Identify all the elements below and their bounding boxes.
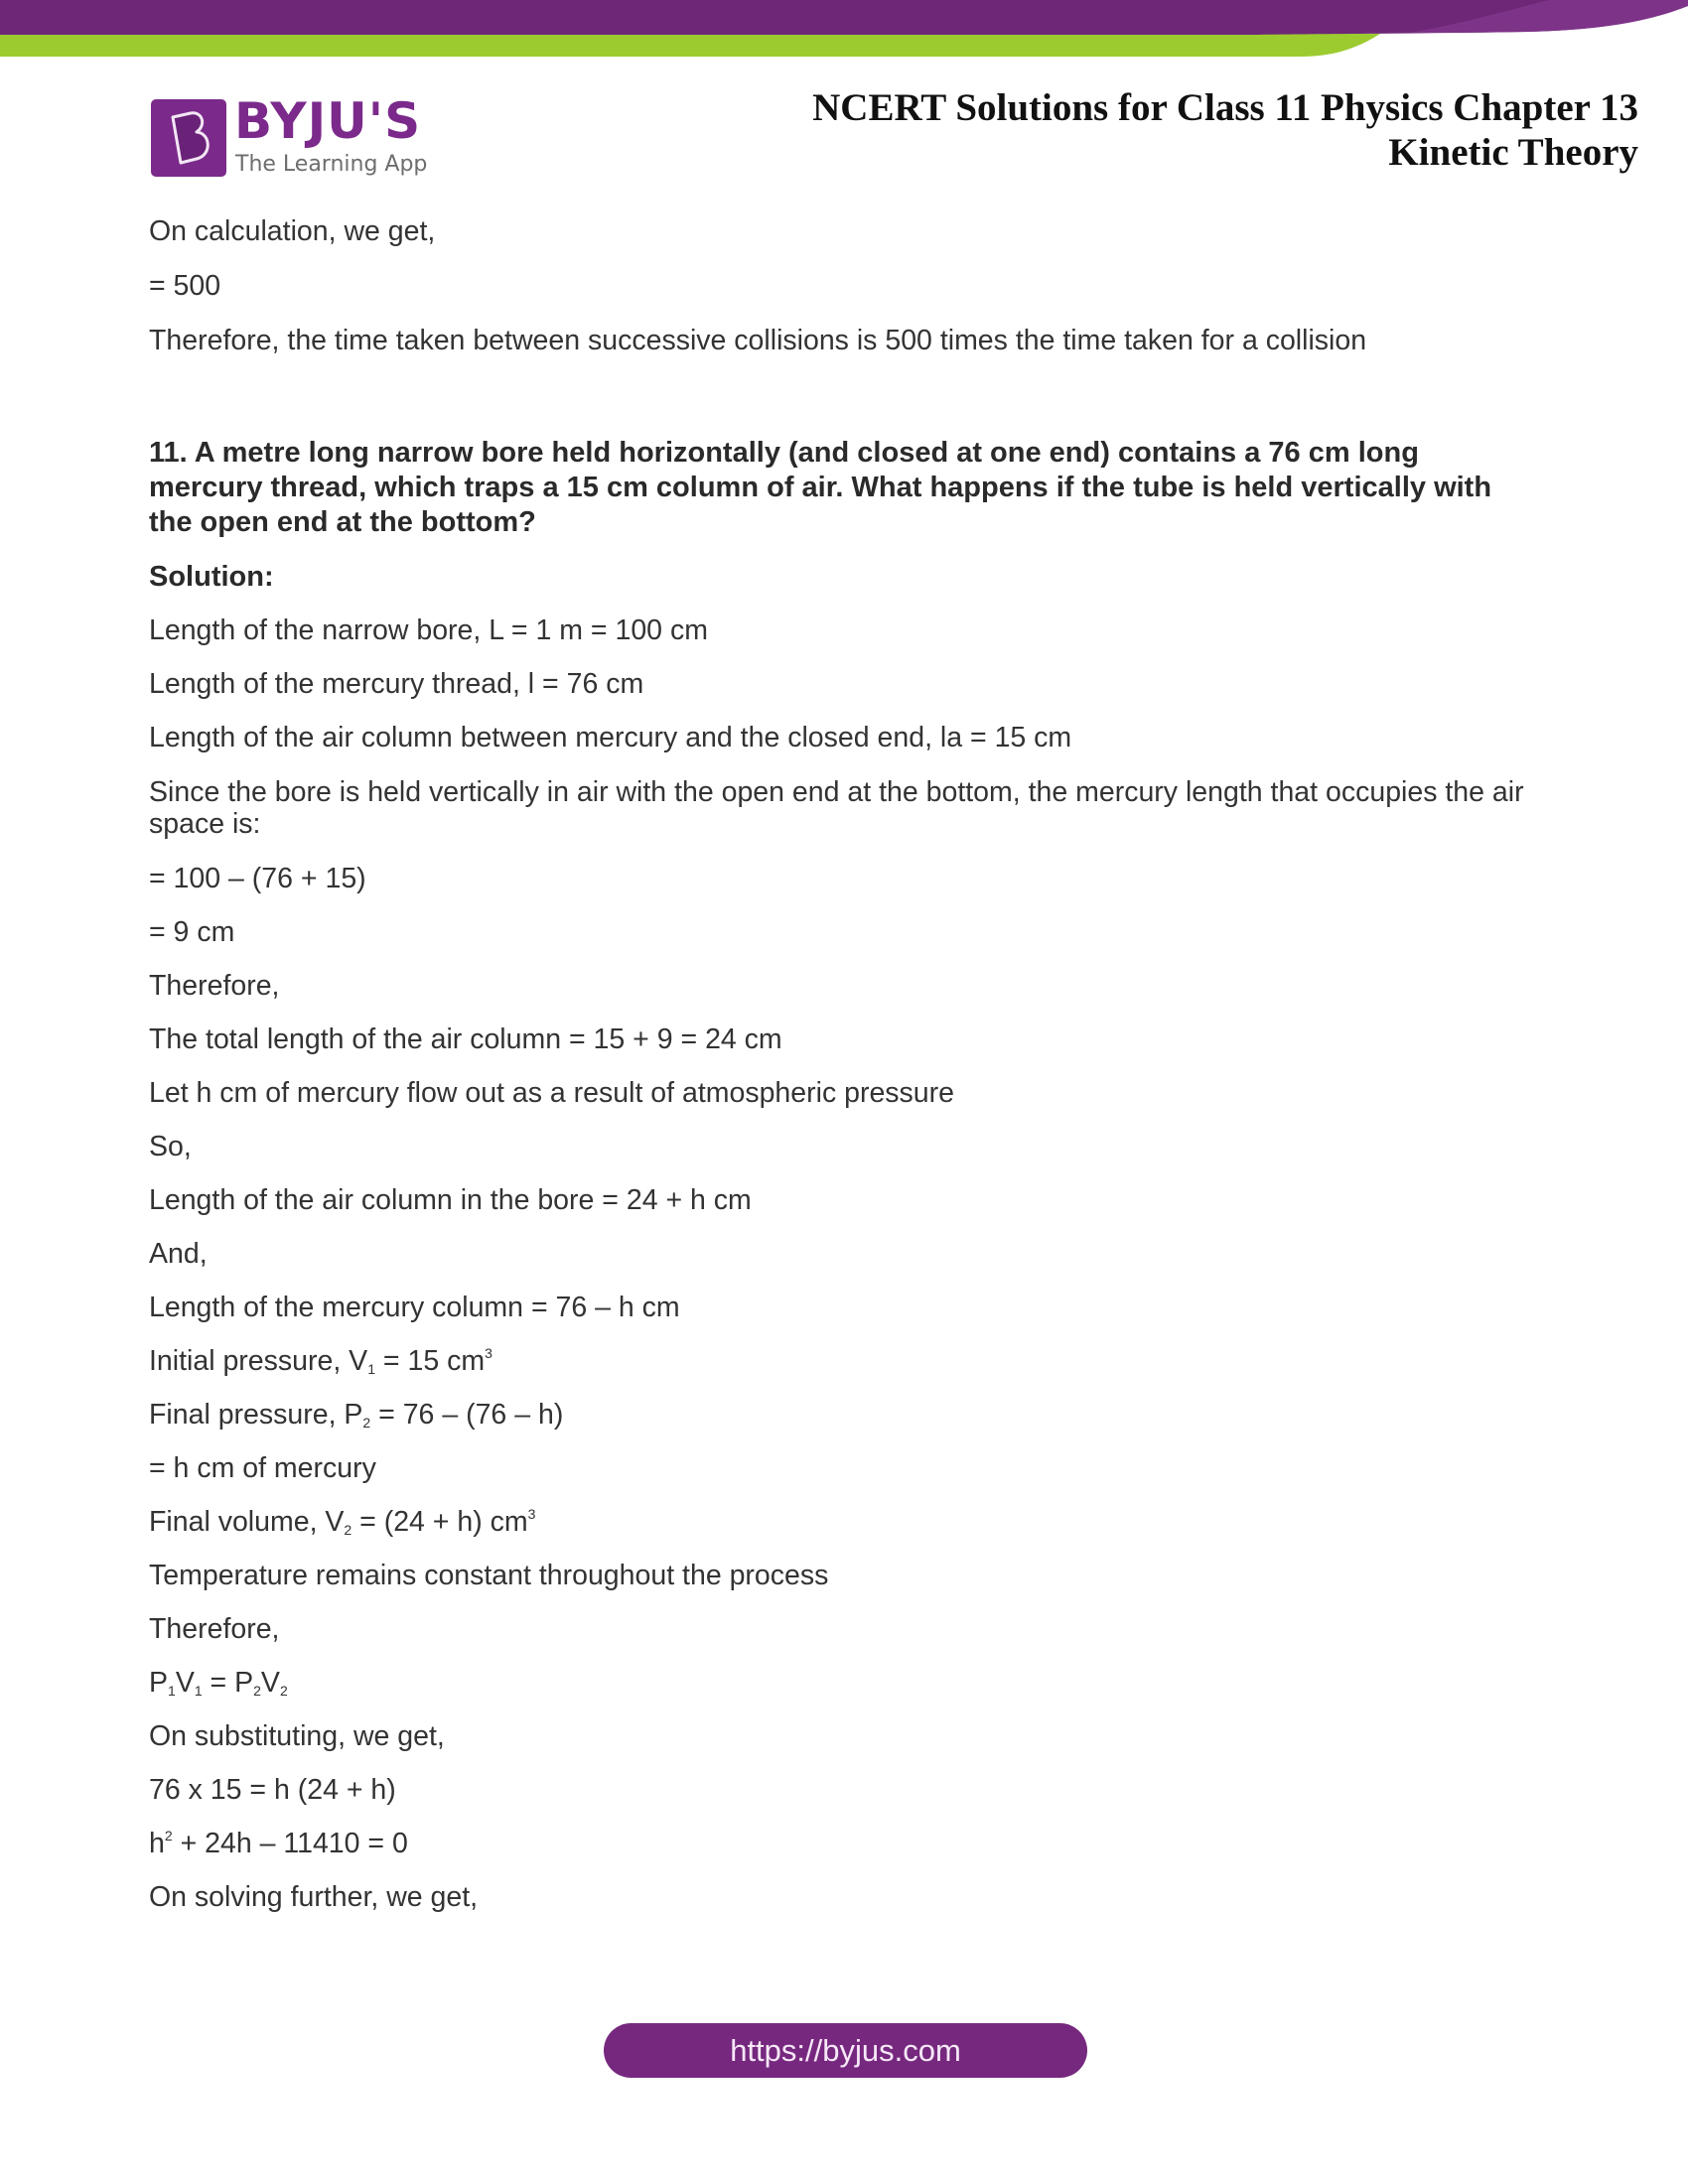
solution-line: = 9 cm — [149, 916, 235, 948]
title-line-2: Kinetic Theory — [1388, 131, 1638, 174]
footer-website-link[interactable]: https://byjus.com — [604, 2023, 1087, 2078]
solution-line: = 100 – (76 + 15) — [149, 863, 366, 894]
solution-line: = h cm of mercury — [149, 1452, 376, 1484]
solution-line: 76 x 15 = h (24 + h) — [149, 1774, 396, 1806]
solution-line: Let h cm of mercury flow out as a result of atmospheric pressure — [149, 1077, 954, 1109]
text-line: Therefore, the time taken between successive collisions is 500 times the time taken for a collision — [149, 325, 1367, 356]
text-line: On calculation, we get, — [149, 215, 436, 247]
solution-line: So, — [149, 1131, 192, 1162]
solution-line: Therefore, — [149, 970, 280, 1002]
solution-line: The total length of the air column = 15 + 9 = 24 cm — [149, 1024, 782, 1055]
solution-heading: Solution: — [149, 561, 274, 593]
header-banner — [0, 0, 1688, 60]
solution-line: Temperature remains constant throughout the process — [149, 1560, 829, 1591]
solution-line: Length of the mercury thread, l = 76 cm — [149, 668, 644, 700]
solution-line: $h^2 + 24h - 11410 = 0$ — [149, 1828, 408, 1859]
solution-line: $P_1V_1 = P_2V_2$ — [149, 1667, 288, 1699]
solution-line: Length of the air column between mercury and the closed end, la = 15 cm — [149, 722, 1072, 753]
solution-line: And, — [149, 1238, 208, 1270]
solution-line: Length of the mercury column = 76 – h cm — [149, 1292, 680, 1323]
solution-line: On substituting, we get, — [149, 1720, 445, 1752]
solution-line: Therefore, — [149, 1613, 280, 1645]
solution-line: Initial pressure, $V_1 = 15$ $cm^3$ — [149, 1345, 492, 1377]
solution-line: Final volume, $V_2 = (24 + h)$ $cm^3$ — [149, 1506, 536, 1538]
logo-tagline: The Learning App — [235, 152, 428, 177]
solution-line: On solving further, we get, — [149, 1881, 479, 1913]
logo-b-icon — [151, 99, 226, 177]
title-line-1: NCERT Solutions for Class 11 Physics Chapter 13 — [812, 86, 1638, 129]
solution-line: Length of the narrow bore, L = 1 m = 100 cm — [149, 614, 708, 646]
solution-line: Final pressure, $P_2 = 76 - (76 - h)$ — [149, 1399, 564, 1431]
logo-wordmark: BYJU'S — [234, 92, 422, 150]
text-line: = 500 — [149, 270, 221, 302]
question-11: 11. A metre long narrow bore held horizontally (and closed at one end) contains a 76 cm long mercury thread, which traps a 15 cm column of air. What happens if the tube is held vertically with the open end at the bottom? — [149, 437, 1492, 538]
solution-line: Since the bore is held vertically in air with the open end at the bottom, the mercury length that occupies the air space is: — [149, 776, 1524, 840]
byjus-logo[interactable] — [149, 92, 437, 180]
solution-line: Length of the air column in the bore = 24 + h cm — [149, 1184, 752, 1216]
document-title — [812, 85, 1638, 175]
